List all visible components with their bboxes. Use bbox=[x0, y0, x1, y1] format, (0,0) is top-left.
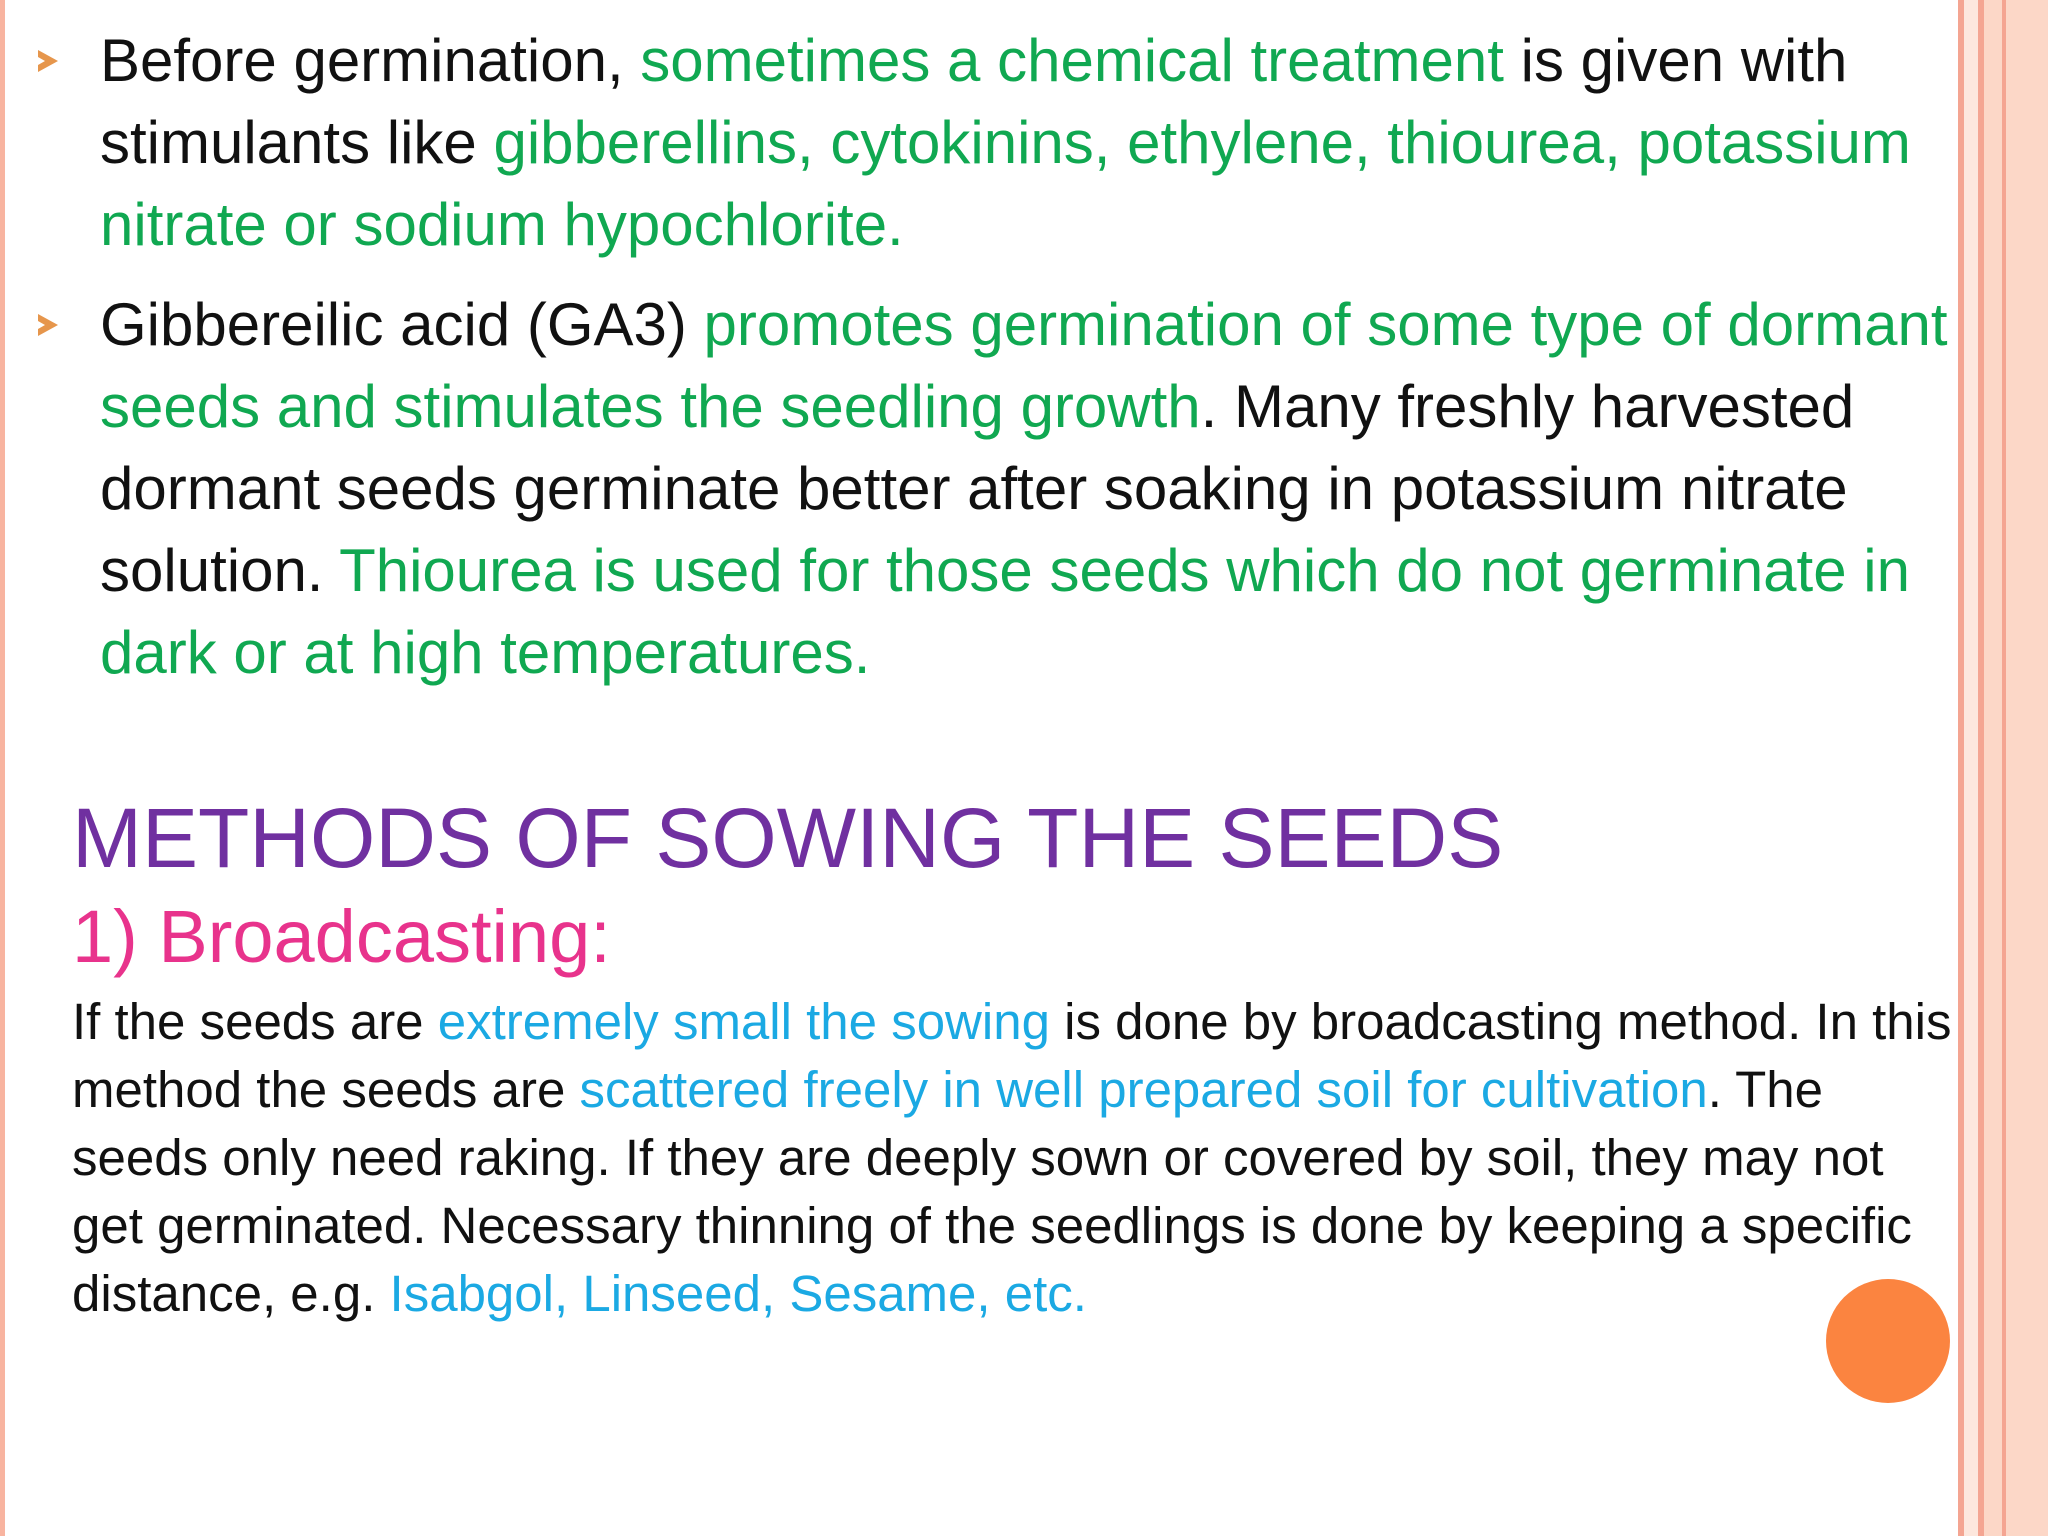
text-segment-highlight: promotes germination of some type of dormant seeds and stimulates the seedling growth bbox=[100, 291, 1948, 440]
bullet-item-chemical-treatment bbox=[100, 20, 2020, 266]
text-segment: is given with stimulants like bbox=[100, 27, 1848, 176]
text-segment-highlight: extremely small the sowing bbox=[437, 993, 1050, 1050]
text-segment-highlight: scattered freely in well prepared soil for cultivation bbox=[579, 1061, 1708, 1118]
subheading-broadcasting: 1) Broadcasting: bbox=[72, 895, 611, 978]
bullet-arrow-icon bbox=[38, 50, 58, 72]
text-segment-highlight: Thiourea is used for those seeds which do not germinate in dark or at high temperatures. bbox=[100, 537, 1910, 686]
text-segment: If the seeds are bbox=[72, 993, 438, 1050]
text-segment: . The seeds only need raking. If they are deeply sown or covered by soil, they may not get germinated. Necessary thinning of the seedlings is done by keeping a specific distance, e.g. bbox=[72, 1061, 1912, 1322]
text-segment: Gibbereilic acid (GA3) bbox=[100, 291, 704, 358]
bullet-item-gibberellic-acid bbox=[100, 284, 2020, 694]
text-segment: Before germination, bbox=[100, 27, 641, 94]
text-segment: . Many freshly harvested dormant seeds germinate better after soaking in potassium nitrate solution. bbox=[100, 373, 1855, 604]
section-heading: METHODS OF SOWING THE SEEDS bbox=[72, 791, 1504, 885]
broadcasting-paragraph bbox=[72, 988, 1952, 1328]
text-segment-highlight: Isabgol, Linseed, Sesame, etc. bbox=[389, 1265, 1087, 1322]
orange-circle-decoration bbox=[1826, 1279, 1950, 1403]
text-segment: is done by broadcasting method. In this method the seeds are bbox=[72, 993, 1952, 1118]
left-decorative-bar bbox=[0, 0, 5, 1536]
text-segment-highlight: sometimes a chemical treatment bbox=[640, 27, 1504, 94]
text-segment-highlight: gibberellins, cytokinins, ethylene, thiourea, potassium nitrate or sodium hypochlorite. bbox=[100, 109, 1911, 258]
bullet-arrow-icon bbox=[38, 314, 58, 336]
